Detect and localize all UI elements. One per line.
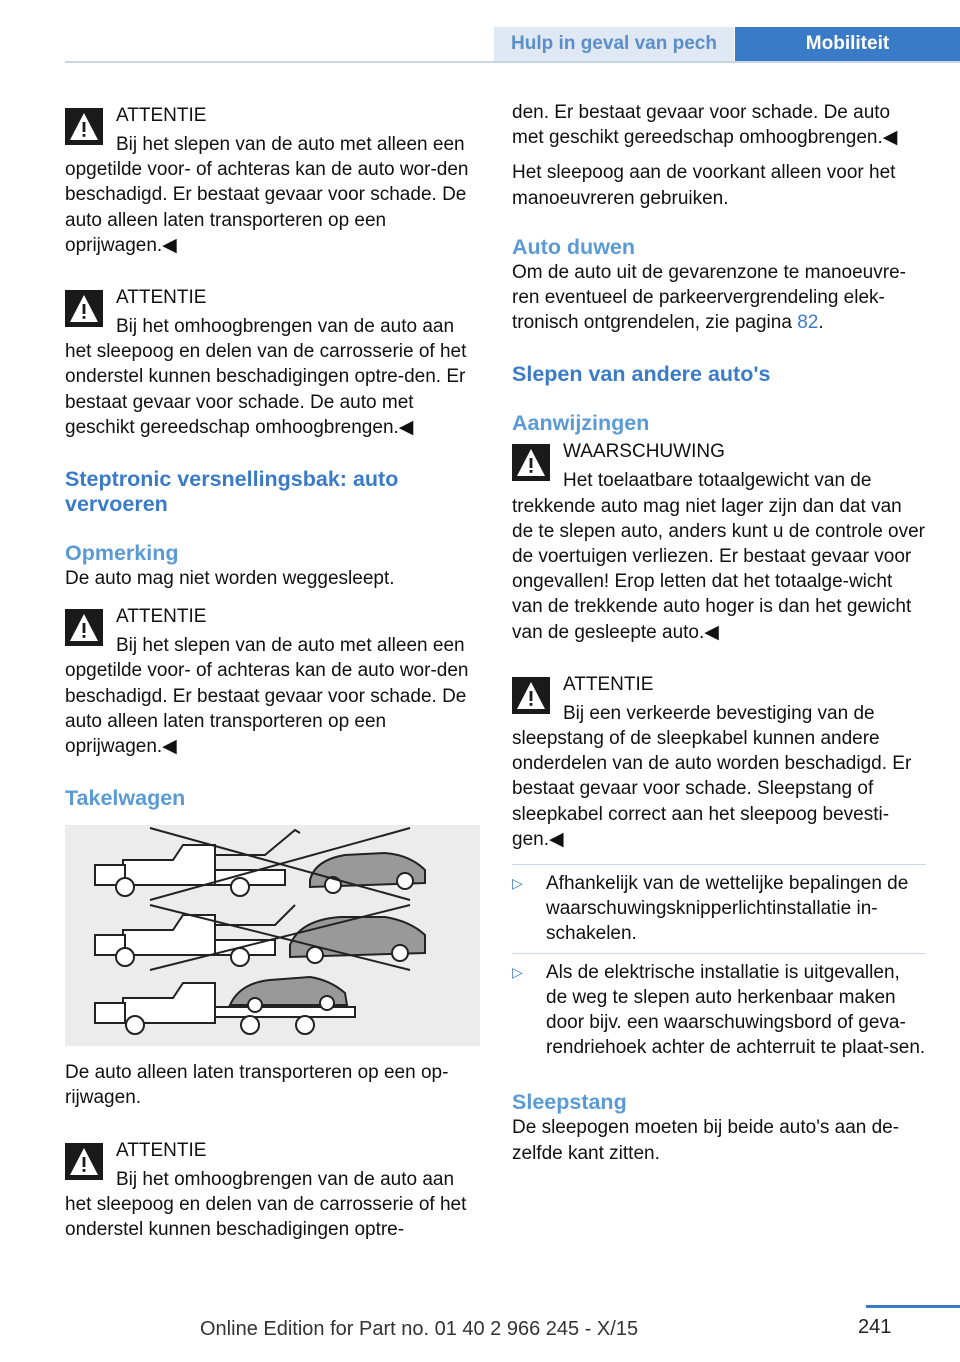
triangle-bullet-icon: ▷ bbox=[512, 963, 523, 980]
body-text bbox=[512, 260, 926, 336]
body-text: De auto alleen laten transporteren op een op-rijwagen. bbox=[65, 1062, 449, 1109]
subsection-heading: Takelwagen bbox=[65, 786, 186, 811]
tow-truck-drawing bbox=[65, 825, 480, 1046]
section-tab[interactable]: Hulp in geval van pech bbox=[494, 27, 734, 61]
bullet-list bbox=[512, 864, 926, 1066]
section-heading: Slepen van andere auto's bbox=[512, 362, 771, 387]
left-column bbox=[65, 100, 480, 1242]
warning-text: Bij het omhoogbrengen van de auto aan het sleepoog en delen van de carrosserie of het onderstel kunnen beschadigingen optre-den. Er bestaat gevaar voor schade. De auto met geschikt gereedschap omhoogbrengen.◀ bbox=[65, 316, 467, 438]
warning-text: Bij het omhoogbrengen van de auto aan het sleepoog en delen van de carrosserie of het onderstel kunnen beschadigingen optre- bbox=[65, 1168, 467, 1241]
warning-text: Bij een verkeerde bevestiging van de sleepstang of de sleepkabel kunnen andere onderdelen van de auto worden beschadigd. Er bestaat gevaar voor schade. Sleepstang of sleepkabel correct aan het sleepoog bevesti-gen.◀ bbox=[512, 702, 912, 850]
list-item bbox=[512, 954, 926, 1067]
subsection-heading: Opmerking bbox=[65, 541, 179, 566]
warning-title: ATTENTIE bbox=[116, 1139, 207, 1161]
warning-text: Bij het slepen van de auto met alleen een opgetilde voor- of achteras kan de auto wor-den beschadigd. Er bestaat gevaar voor schade. De auto alleen laten transporteren op een oprijwagen.◀ bbox=[65, 635, 469, 758]
chapter-tab[interactable]: Mobiliteit bbox=[735, 27, 960, 61]
subsection-heading: Sleepstang bbox=[512, 1090, 627, 1115]
subsection-heading: Aanwijzingen bbox=[512, 411, 650, 436]
warning-block bbox=[65, 100, 480, 258]
page-link[interactable]: 82 bbox=[797, 312, 819, 334]
tow-truck-illustration bbox=[65, 825, 480, 1046]
warning-title: ATTENTIE bbox=[116, 287, 207, 309]
warning-title: WAARSCHUWING bbox=[563, 441, 725, 463]
warning-block bbox=[65, 1135, 480, 1243]
warning-text: Bij het slepen van de auto met alleen een opgetilde voor- of achteras kan de auto wor-den beschadigd. Er bestaat gevaar voor schade. De auto alleen laten transporteren op een oprijwagen.◀ bbox=[65, 134, 469, 256]
warning-triangle-icon bbox=[512, 444, 550, 481]
warning-block bbox=[512, 669, 926, 852]
edition-note: Online Edition for Part no. 01 40 2 966 245 - X/15 bbox=[200, 1318, 639, 1340]
body-text: De auto mag niet worden weggesleept. bbox=[65, 568, 395, 590]
body-text-part: Om de auto uit de gevarenzone te manoeuvre-ren eventueel de parkeervergrendeling elek-tronisch ontgrendelen, zie pagina bbox=[512, 261, 906, 334]
warning-triangle-icon bbox=[65, 1143, 103, 1180]
page-number: 241 bbox=[858, 1316, 892, 1338]
body-text: Het sleepoog aan de voorkant alleen voor het manoeuvreren gebruiken. bbox=[512, 162, 896, 209]
warning-block bbox=[65, 601, 480, 759]
warning-title: ATTENTIE bbox=[116, 105, 207, 126]
footer-rule bbox=[866, 1305, 960, 1308]
warning-block bbox=[65, 282, 480, 440]
body-text: De sleepogen moeten bij beide auto's aan de-zelfde kant zitten. bbox=[512, 1117, 900, 1164]
list-item-text: Afhankelijk van de wettelijke bepalingen de waarschuwingsknipperlichtinstallatie in-schakelen. bbox=[546, 873, 909, 945]
right-column bbox=[512, 100, 926, 1166]
warning-text: Het toelaatbare totaalgewicht van de trekkende auto mag niet lager zijn dan dat van de te slepen auto, anders kunt u de controle over de voertuigen verliezen. Er bestaat gevaar voor ongevallen! Erop letten dat het totaalge-wicht van de trekkende auto hoger is dan het gewicht van de gesleepte auto.◀ bbox=[512, 470, 925, 643]
warning-triangle-icon bbox=[65, 108, 103, 145]
warning-triangle-icon bbox=[65, 290, 103, 327]
subsection-heading: Auto duwen bbox=[512, 234, 636, 259]
body-text-part: . bbox=[818, 312, 824, 334]
body-text: den. Er bestaat gevaar voor schade. De auto met geschikt gereedschap omhoogbrengen.◀ bbox=[512, 102, 898, 149]
header-rule bbox=[65, 61, 960, 63]
section-heading: Steptronic versnellingsbak: auto vervoeren bbox=[65, 467, 399, 517]
warning-title: ATTENTIE bbox=[116, 606, 207, 628]
triangle-bullet-icon: ▷ bbox=[512, 875, 523, 892]
warning-title: ATTENTIE bbox=[563, 673, 654, 695]
warning-triangle-icon bbox=[65, 609, 103, 646]
list-item-text: Als de elektrische installatie is uitgevallen, de weg te slepen auto herkenbaar maken door bijv. een waarschuwingsbord of geva-rendriehoek achter de achterruit te plaat-sen. bbox=[546, 961, 926, 1059]
warning-block bbox=[512, 436, 926, 644]
warning-triangle-icon bbox=[512, 677, 550, 714]
list-item bbox=[512, 865, 926, 954]
